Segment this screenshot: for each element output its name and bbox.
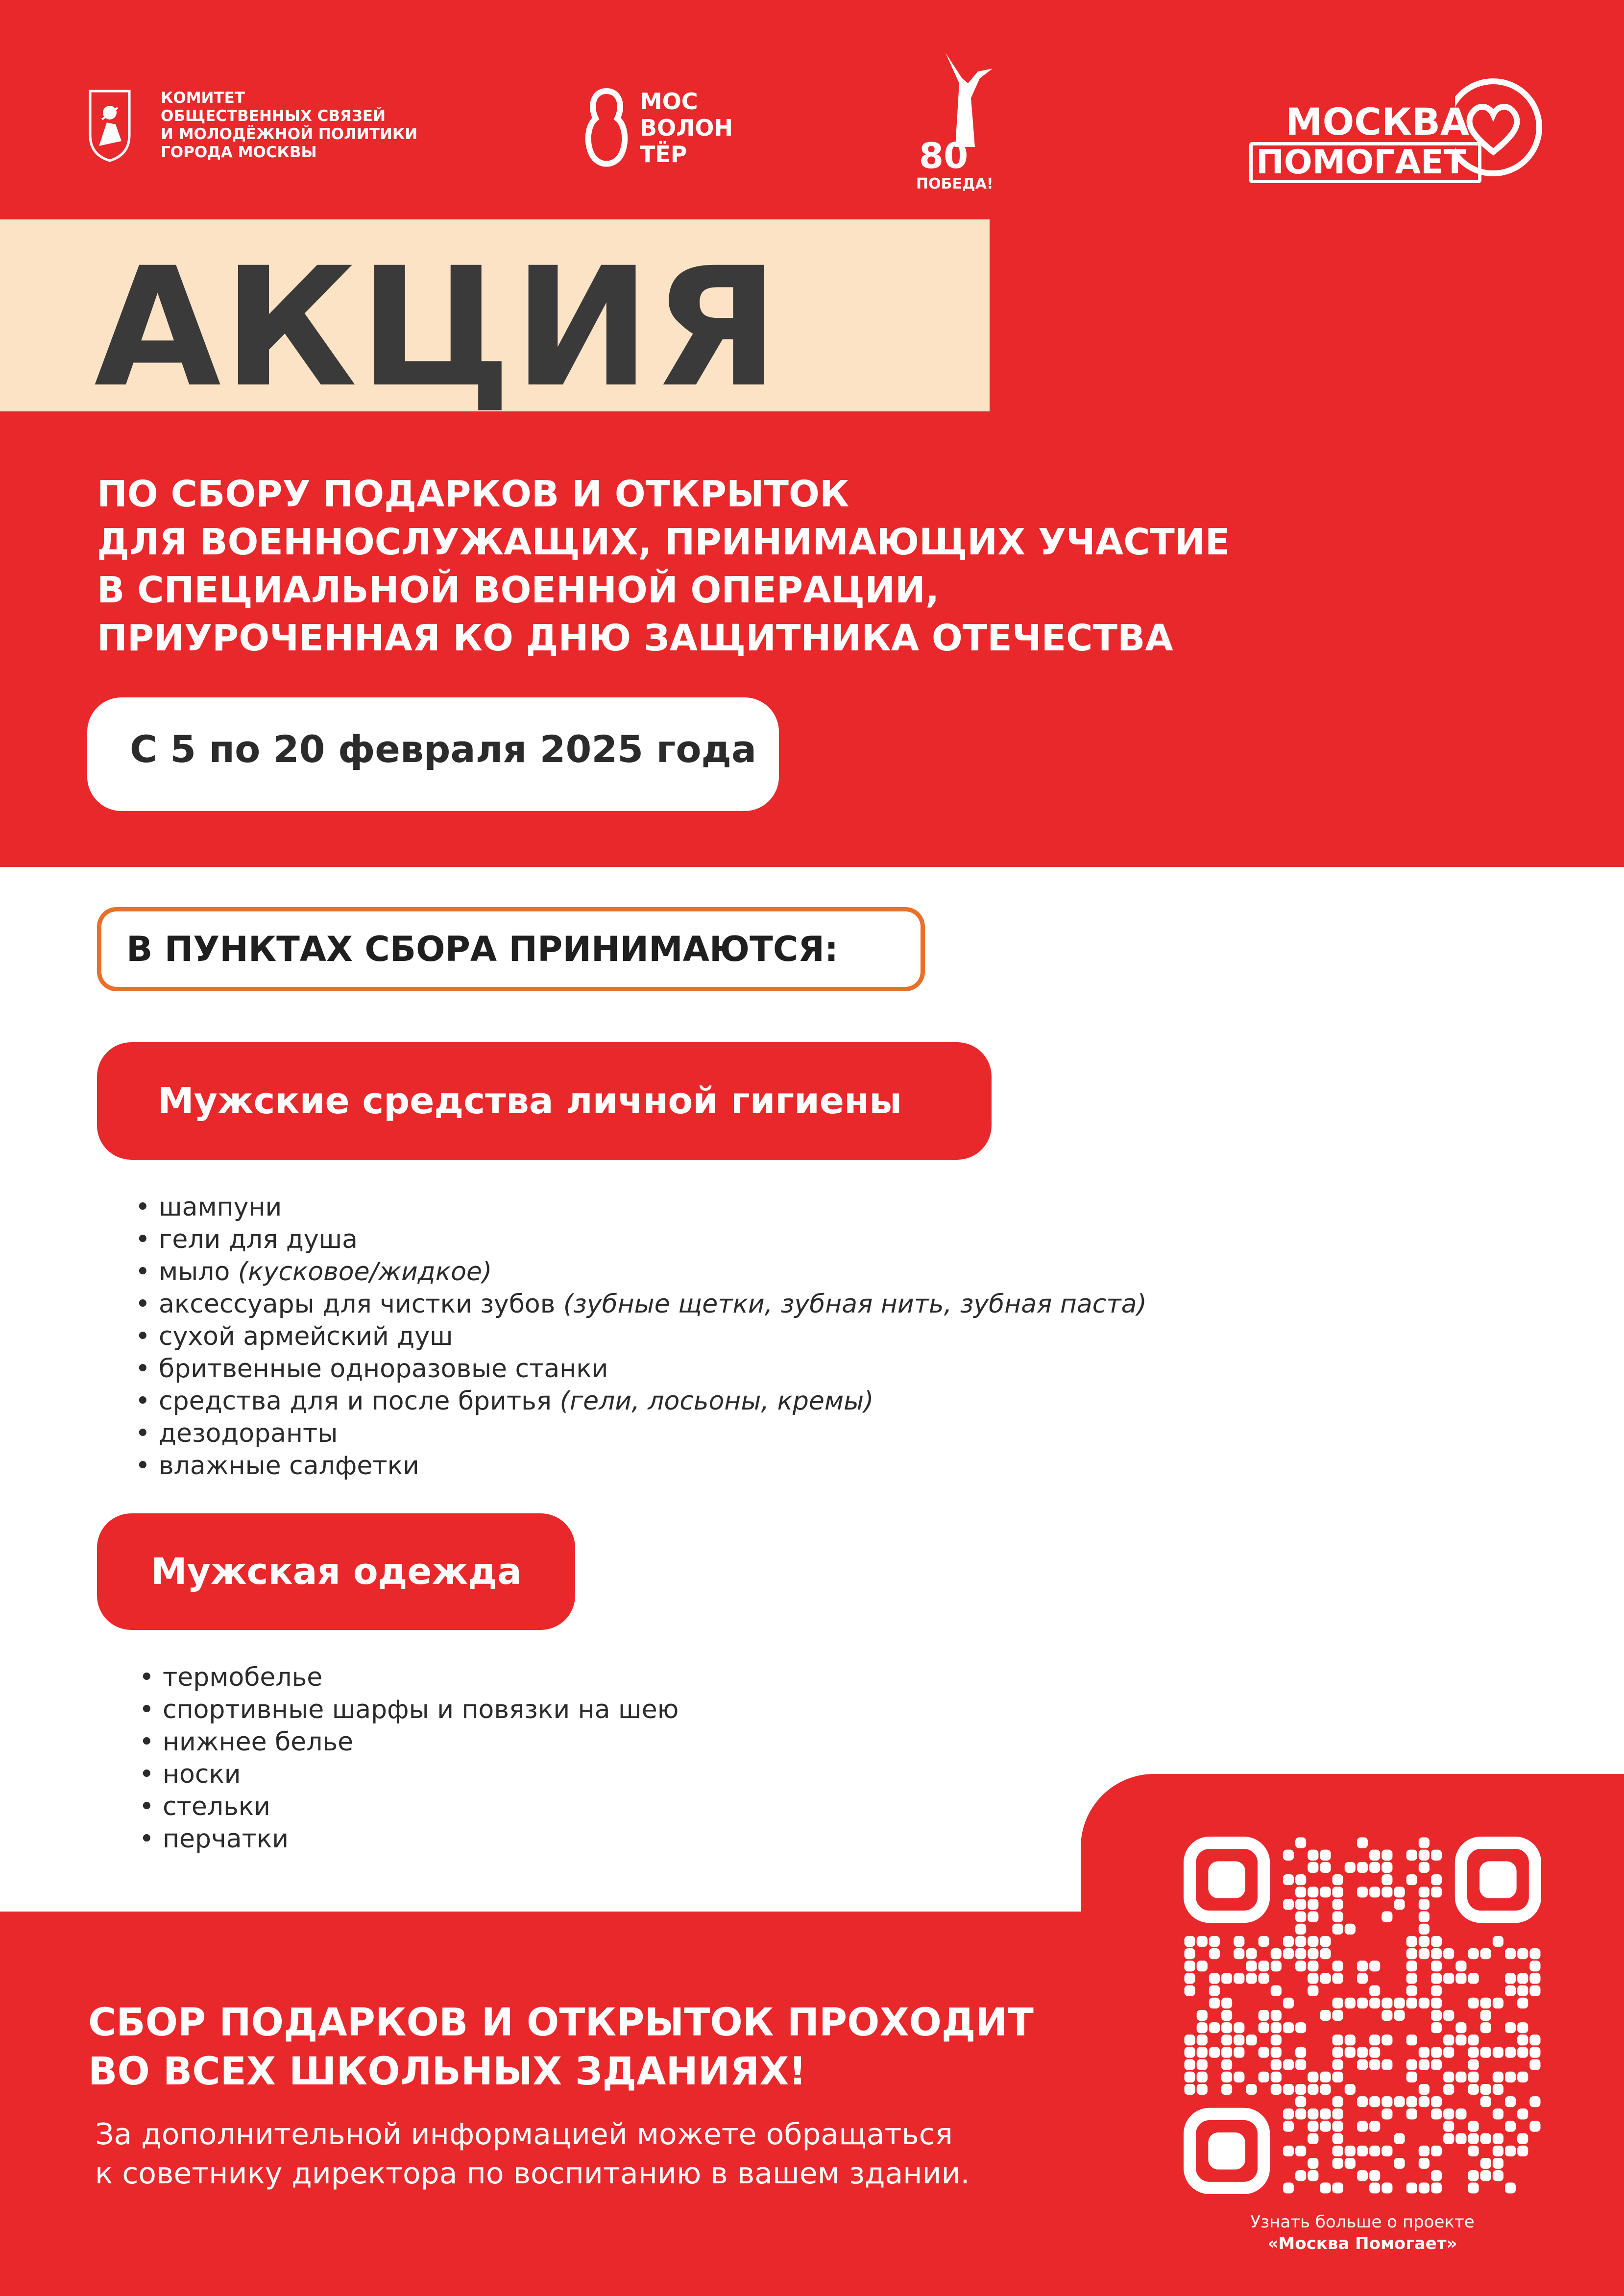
list-item: • термобелье xyxy=(139,1663,323,1692)
pobeda-80-logo xyxy=(916,49,1004,196)
committee-line: ОБЩЕСТВЕННЫХ СВЯЗЕЙ xyxy=(161,107,386,125)
pobeda-label: ПОБЕДА! xyxy=(916,175,994,192)
bottom-headline xyxy=(88,1998,1034,2096)
qr-caption-line: Узнать больше о проекте xyxy=(1250,2212,1475,2232)
list-item: • дезодоранты xyxy=(135,1419,338,1448)
pobeda-number: 80 xyxy=(919,135,969,176)
mosvol-line: ТЁР xyxy=(640,141,687,167)
moscow-coat-of-arms-icon xyxy=(87,88,132,163)
list-item: • сухой армейский душ xyxy=(135,1322,453,1351)
committee-logo xyxy=(87,86,430,169)
category-clothing-title: Мужская одежда xyxy=(151,1551,522,1593)
category-hygiene-title: Мужские средства личной гигиены xyxy=(158,1080,902,1122)
moskva-pomogaet-logo xyxy=(1244,78,1553,206)
moscow-top-text: МОСКВА xyxy=(1285,100,1469,144)
page-title: АКЦИЯ xyxy=(94,233,781,424)
mosvolonter-logo xyxy=(583,83,750,171)
subtitle-line: ДЛЯ ВОЕННОСЛУЖАЩИХ, ПРИНИМАЮЩИХ УЧАСТИЕ xyxy=(97,521,1230,563)
list-item: • нижнее белье xyxy=(139,1727,354,1757)
list-item: • аксессуары для чистки зубов (зубные щетки, зубная нить, зубная паста) xyxy=(135,1290,1147,1319)
list-item: • гели для душа xyxy=(135,1225,358,1254)
victory-monument-icon xyxy=(936,49,994,147)
list-item: • стельки xyxy=(139,1792,270,1821)
subtitle xyxy=(97,470,1469,662)
qr-caption-project: «Москва Помогает» xyxy=(1267,2234,1457,2253)
committee-line: И МОЛОДЁЖНОЙ ПОЛИТИКИ xyxy=(161,125,418,143)
clothing-list xyxy=(139,1661,679,1855)
subtitle-line: В СПЕЦИАЛЬНОЙ ВОЕННОЙ ОПЕРАЦИИ, xyxy=(97,569,940,611)
accepted-heading: В ПУНКТАХ СБОРА ПРИНИМАЮТСЯ: xyxy=(126,929,839,969)
moscow-bottom-text: ПОМОГАЕТ xyxy=(1256,143,1466,182)
hygiene-list xyxy=(135,1191,1147,1482)
bottom-info-line: к советнику директора по воспитанию в вашем здании. xyxy=(95,2156,970,2191)
date-text: С 5 по 20 февраля 2025 года xyxy=(130,727,757,771)
list-item: • шампуни xyxy=(135,1193,282,1222)
list-item: • перчатки xyxy=(139,1824,289,1854)
list-item: • бритвенные одноразовые станки xyxy=(135,1354,608,1384)
list-item: • мыло (кусковое/жидкое) xyxy=(135,1257,492,1287)
subtitle-line: ПРИУРОЧЕННАЯ КО ДНЮ ЗАЩИТНИКА ОТЕЧЕСТВА xyxy=(97,617,1173,659)
subtitle-line: ПО СБОРУ ПОДАРКОВ И ОТКРЫТОК xyxy=(97,473,849,515)
mosvol-line: МОС xyxy=(640,88,698,115)
list-item: • спортивные шарфы и повязки на шею xyxy=(139,1695,679,1724)
committee-line: ГОРОДА МОСКВЫ xyxy=(161,144,317,161)
committee-line: КОМИТЕТ xyxy=(161,89,245,107)
list-item: • средства для и после бритья (гели, лосьоны, кремы) xyxy=(135,1387,874,1416)
list-item: • носки xyxy=(139,1760,241,1789)
mosvolonter-logo-icon xyxy=(583,87,630,167)
qr-code-icon[interactable] xyxy=(1184,1837,1541,2194)
bottom-info xyxy=(95,2115,970,2193)
bottom-headline-line: ВО ВСЕХ ШКОЛЬНЫХ ЗДАНИЯХ! xyxy=(88,2050,806,2094)
mosvol-line: ВОЛОН xyxy=(640,115,733,141)
qr-caption xyxy=(1184,2211,1541,2254)
list-item: • влажные салфетки xyxy=(135,1451,419,1481)
bottom-headline-line: СБОР ПОДАРКОВ И ОТКРЫТОК ПРОХОДИТ xyxy=(88,2001,1034,2045)
bottom-info-line: За дополнительной информацией можете обращаться xyxy=(95,2117,953,2152)
